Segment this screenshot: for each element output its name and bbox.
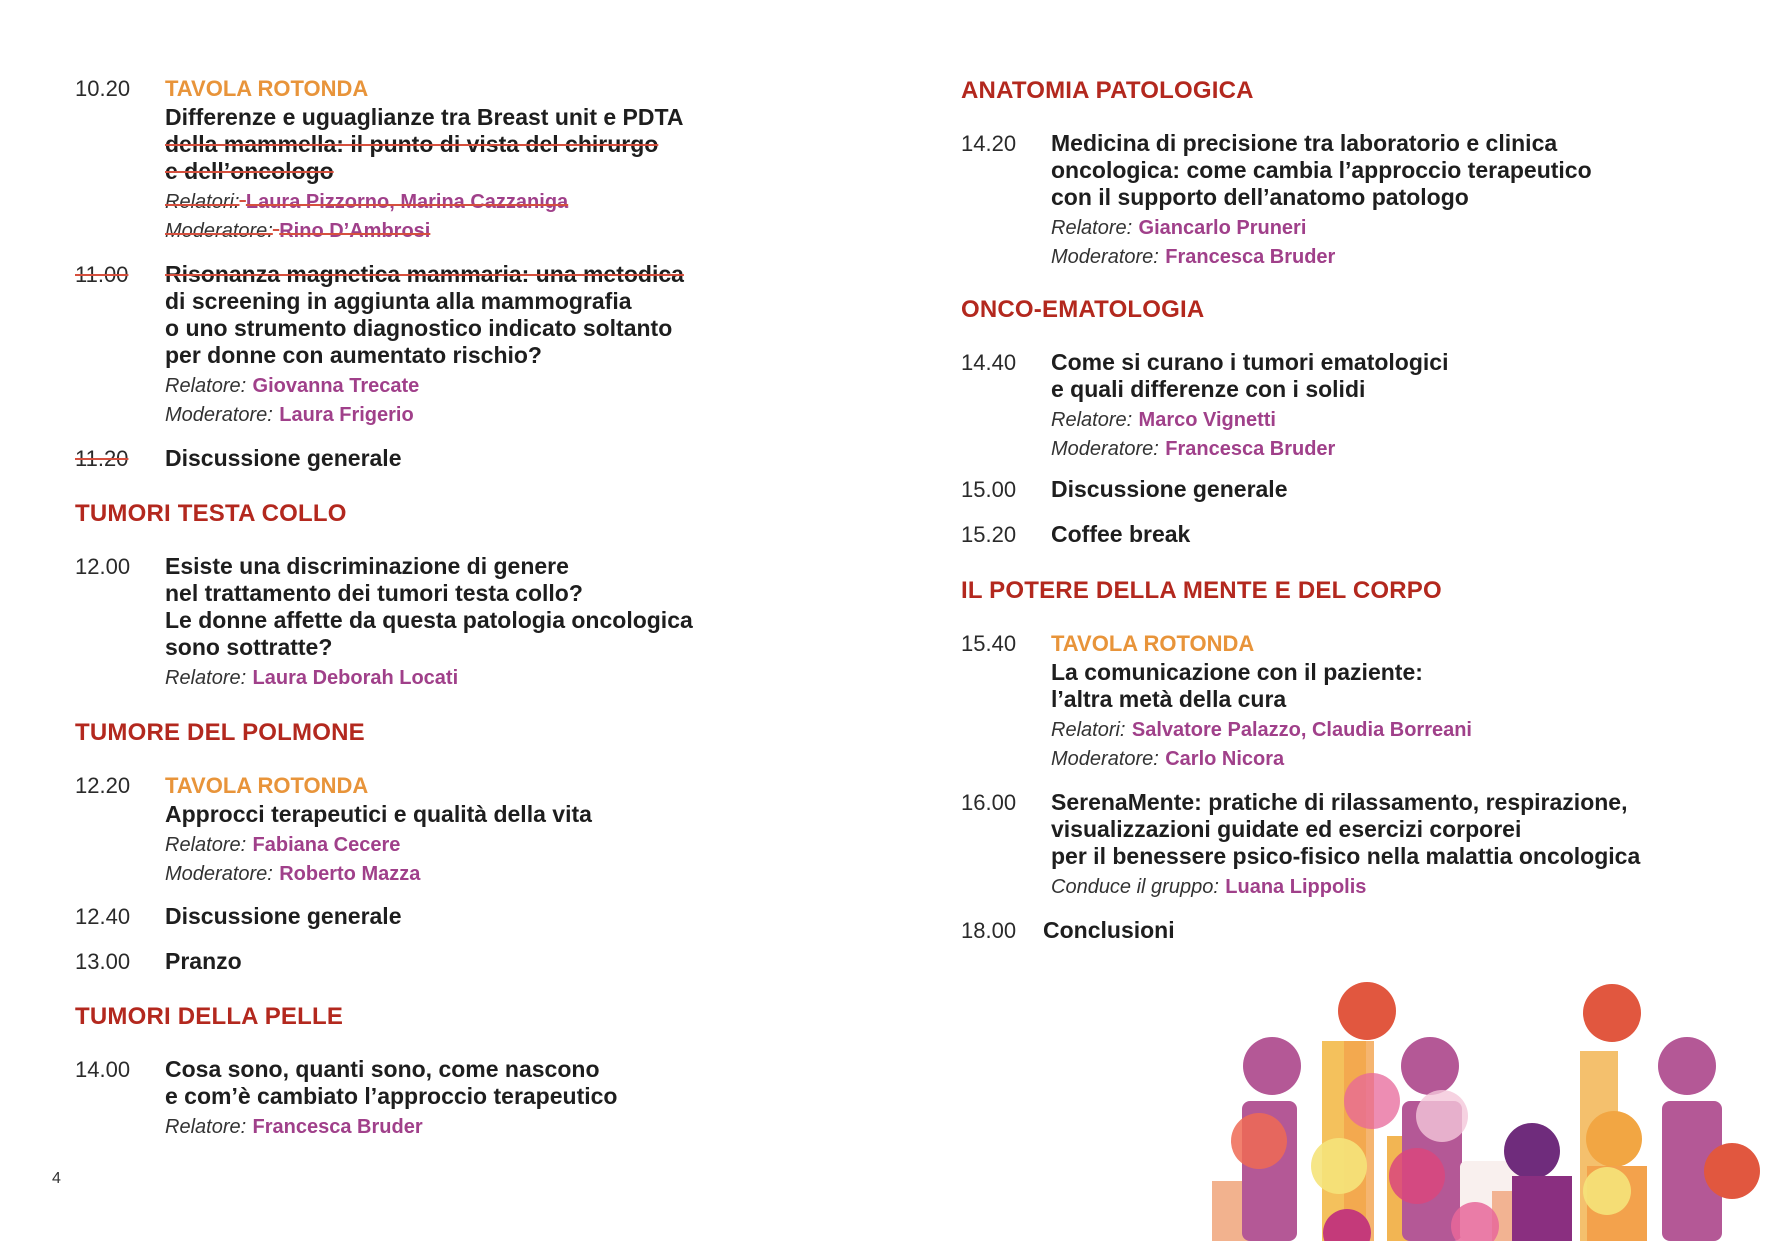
talk-title-line: Medicina di precisione tra laboratorio e clinica [1051, 130, 1558, 156]
talk-title-line: della mammella: il punto di vista del chirurgo [165, 131, 659, 157]
role-label: Moderatore: [1051, 438, 1159, 460]
tavola-rotonda-tag: TAVOLA ROTONDA [1051, 631, 1255, 656]
role-label: Relatore: [1051, 217, 1133, 239]
people-illustration [1212, 971, 1772, 1241]
talk-title-line: Le donne affette da questa patologia oncologica [165, 607, 693, 633]
talk-title-line: di screening in aggiunta alla mammografia [165, 288, 632, 314]
talk-title-line: l’altra metà della cura [1051, 686, 1287, 712]
speaker-names: Fabiana Cecere [252, 834, 401, 856]
page-number: 4 [52, 1170, 61, 1187]
speaker-names: Giovanna Trecate [252, 375, 420, 397]
schedule-entry [165, 261, 785, 429]
section-heading: ONCO-EMATOLOGIA [961, 296, 1205, 323]
time: 11.20 [75, 446, 129, 471]
speakers-line [1051, 715, 1691, 744]
section-heading: TUMORI DELLA PELLE [75, 1003, 344, 1030]
schedule-entry: Pranzo [165, 948, 242, 974]
section-heading: TUMORI TESTA COLLO [75, 500, 347, 527]
moderator-line [1051, 434, 1691, 463]
speakers-line [165, 371, 785, 400]
moderator-name: Carlo Nicora [1165, 748, 1285, 770]
talk-title-line: e quali differenze con i solidi [1051, 376, 1366, 402]
schedule-entry: Coffee break [1051, 521, 1191, 547]
time: 16.00 [961, 790, 1017, 815]
speaker-names: Marco Vignetti [1138, 409, 1276, 431]
time: 13.00 [75, 949, 131, 974]
role-label: Relatori: [165, 191, 240, 213]
schedule-entry [165, 75, 765, 245]
time: 14.00 [75, 1057, 131, 1082]
time: 12.40 [75, 904, 131, 929]
talk-title-line: visualizzazioni guidate ed esercizi corporei [1051, 816, 1522, 842]
moderator-name: Francesca Bruder [1165, 246, 1336, 268]
tavola-rotonda-tag: TAVOLA ROTONDA [165, 773, 369, 798]
moderator-line [1051, 744, 1691, 773]
time: 18.00 [961, 918, 1017, 943]
moderator-name: Francesca Bruder [1165, 438, 1336, 460]
tavola-rotonda-tag: TAVOLA ROTONDA [165, 76, 369, 101]
decorative-illustration [1212, 971, 1772, 1241]
talk-title-line: con il supporto dell’anatomo patologo [1051, 184, 1469, 210]
talk-title-line: Differenze e uguaglianze tra Breast unit e PDTA [165, 104, 684, 130]
role-label: Relatore: [1051, 409, 1133, 431]
talk-title-line: per il benessere psico-fisico nella malattia oncologica [1051, 843, 1641, 869]
role-label: Moderatore: [1051, 748, 1159, 770]
time: 10.20 [75, 76, 131, 101]
time: 15.40 [961, 631, 1017, 656]
schedule-entry [1051, 630, 1691, 773]
time: 14.20 [961, 131, 1017, 156]
role-label: Conduce il gruppo: [1051, 876, 1219, 898]
time: 14.40 [961, 350, 1017, 375]
schedule-entry [165, 1056, 785, 1141]
role-label: Moderatore: [165, 220, 273, 242]
speaker-names: Laura Deborah Locati [252, 667, 459, 689]
role-label: Moderatore: [165, 863, 273, 885]
schedule-entry [1051, 789, 1741, 901]
talk-title-line: oncologica: come cambia l’approccio terapeutico [1051, 157, 1592, 183]
schedule-entry [1051, 349, 1691, 463]
talk-title-line: e dell’oncologo [165, 158, 334, 184]
schedule-entry: Conclusioni [1043, 917, 1175, 943]
speakers-line [1051, 405, 1691, 434]
speakers-line [1051, 213, 1691, 242]
time: 15.00 [961, 477, 1017, 502]
moderator-name: Rino D’Ambrosi [279, 220, 431, 242]
speaker-names: Francesca Bruder [252, 1116, 423, 1138]
speaker-names: Giancarlo Pruneri [1138, 217, 1307, 239]
talk-title-line: Risonanza magnetica mammaria: una metodica [165, 261, 684, 287]
time: 11.00 [75, 262, 129, 287]
moderator-line [165, 400, 785, 429]
moderator-name: Roberto Mazza [279, 863, 421, 885]
speakers-line [165, 830, 785, 859]
talk-title-line: La comunicazione con il paziente: [1051, 659, 1423, 685]
section-heading: TUMORE DEL POLMONE [75, 719, 365, 746]
talk-title-line: per donne con aumentato rischio? [165, 342, 542, 368]
talk-title-line: nel trattamento dei tumori testa collo? [165, 580, 583, 606]
role-label: Relatore: [165, 1116, 247, 1138]
moderator-name: Laura Frigerio [279, 404, 414, 426]
role-label: Relatori: [1051, 719, 1126, 741]
time: 12.20 [75, 773, 131, 798]
talk-title-line: sono sottratte? [165, 634, 333, 660]
role-label: Relatore: [165, 834, 247, 856]
moderator-line [165, 859, 785, 888]
schedule-entry [165, 553, 785, 692]
schedule-entry: Discussione generale [165, 445, 402, 471]
schedule-entry [1051, 130, 1691, 271]
speakers-line [165, 663, 785, 692]
section-heading: IL POTERE DELLA MENTE E DEL CORPO [961, 577, 1442, 604]
role-label: Moderatore: [165, 404, 273, 426]
talk-title-line: Approcci terapeutici e qualità della vita [165, 801, 592, 827]
role-label: Relatore: [165, 375, 247, 397]
talk-title-line: Come si curano i tumori ematologici [1051, 349, 1449, 375]
moderator-line [1051, 242, 1691, 271]
role-label: Relatore: [165, 667, 247, 689]
talk-title-line: Esiste una discriminazione di genere [165, 553, 569, 579]
speaker-names: Laura Pizzorno, Marina Cazzaniga [245, 191, 569, 213]
schedule-entry: Discussione generale [1051, 476, 1288, 502]
speaker-names: Luana Lippolis [1225, 876, 1367, 898]
talk-title-line: e com’è cambiato l’approccio terapeutico [165, 1083, 618, 1109]
talk-title-line: Cosa sono, quanti sono, come nascono [165, 1056, 600, 1082]
talk-title-line: SerenaMente: pratiche di rilassamento, respirazione, [1051, 789, 1628, 815]
time: 15.20 [961, 522, 1017, 547]
speakers-line [1051, 872, 1741, 901]
speaker-names: Salvatore Palazzo, Claudia Borreani [1131, 719, 1472, 741]
moderator-line [165, 216, 765, 245]
schedule-entry: Discussione generale [165, 903, 402, 929]
section-heading: ANATOMIA PATOLOGICA [961, 77, 1254, 104]
role-label: Moderatore: [1051, 246, 1159, 268]
talk-title-line: o uno strumento diagnostico indicato soltanto [165, 315, 673, 341]
time: 12.00 [75, 554, 131, 579]
schedule-entry [165, 772, 785, 888]
speakers-line [165, 1112, 785, 1141]
speakers-line [165, 187, 765, 216]
